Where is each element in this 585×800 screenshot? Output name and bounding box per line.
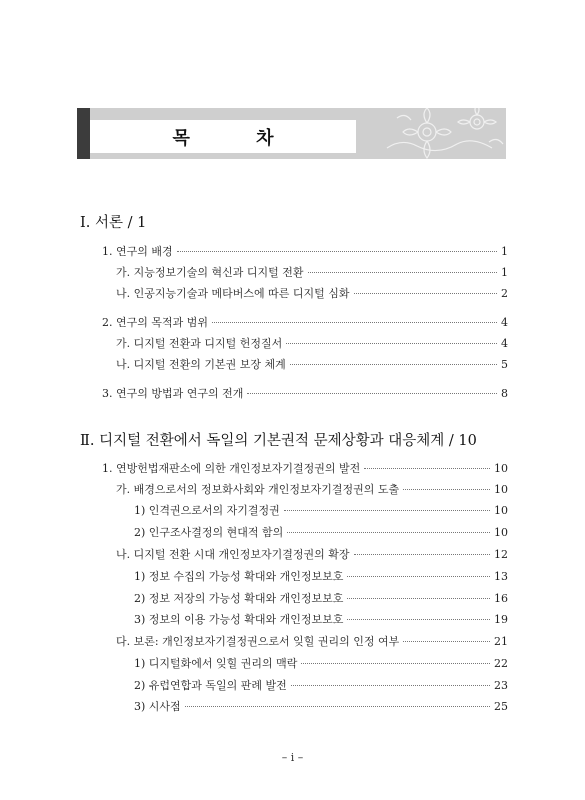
toc-entry[interactable]: 가. 배경으로서의 정보화사회와 개인정보자기결정권의 도출 10 (116, 483, 508, 496)
toc-entry[interactable]: 나. 인공지능기술과 메타버스에 따른 디지털 심화 2 (116, 287, 508, 300)
toc-entry[interactable]: 1) 인격권으로서의 자기결정권 10 (134, 504, 508, 517)
section-heading-1: Ⅰ. 서론 / 1 (80, 215, 147, 231)
toc-entry[interactable]: 1) 정보 수집의 가능성 확대와 개인정보보호 13 (134, 570, 508, 583)
toc-entry[interactable]: 가. 디지털 전환과 디지털 헌정질서 4 (116, 337, 508, 350)
toc-entry[interactable]: 3. 연구의 방법과 연구의 전개 8 (102, 387, 508, 400)
toc-entry[interactable]: 3) 정보의 이용 가능성 확대와 개인정보보호 19 (134, 613, 508, 626)
toc-entry[interactable]: 2) 정보 저장의 가능성 확대와 개인정보보호 16 (134, 592, 508, 605)
toc-entry[interactable]: 1) 디지털화에서 잊힐 권리의 맥락 22 (134, 657, 508, 670)
toc-entry[interactable]: 가. 지능정보기술의 혁신과 디지털 전환 1 (116, 266, 508, 279)
page-title: 목 차 (172, 127, 304, 149)
toc-entry[interactable]: 2) 유럽연합과 독일의 판례 발전 23 (134, 679, 508, 692)
toc-entry[interactable]: 나. 디지털 전환 시대 개인정보자기결정권의 확장 12 (116, 548, 508, 561)
toc-entry[interactable]: 1. 연방헌법재판소에 의한 개인정보자기결정권의 발전 10 (102, 462, 508, 475)
page-number: – i – (281, 751, 304, 764)
toc-entry[interactable]: 다. 보론: 개인정보자기결정권으로서 잊힐 권리의 인정 여부 21 (116, 635, 508, 648)
toc-entry[interactable]: 2) 인구조사결정의 현대적 함의 10 (134, 526, 508, 539)
toc-entry[interactable]: 2. 연구의 목적과 범위 4 (102, 316, 508, 329)
toc-entry[interactable]: 1. 연구의 배경 1 (102, 245, 508, 258)
toc-entry[interactable]: 3) 시사점 25 (134, 700, 508, 713)
toc-entry[interactable]: 나. 디지털 전환의 기본권 보장 체계 5 (116, 358, 508, 371)
section-heading-2: Ⅱ. 디지털 전환에서 독일의 기본권적 문제상황과 대응체계 / 10 (80, 433, 477, 449)
